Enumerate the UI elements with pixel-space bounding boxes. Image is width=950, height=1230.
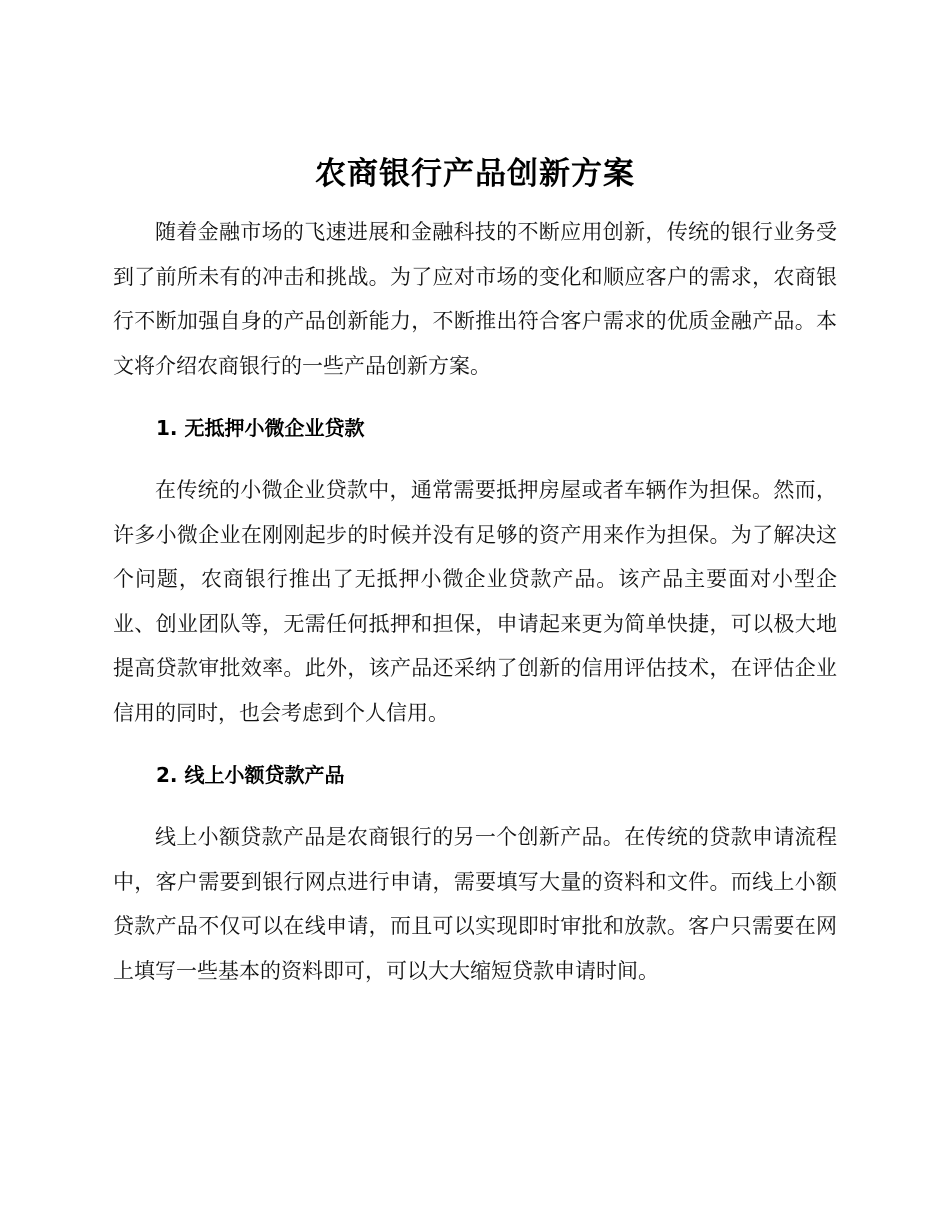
section-2-heading: 2. 线上小额贷款产品 xyxy=(156,763,345,787)
section-1-body: 在传统的小微企业贷款中，通常需要抵押房屋或者车辆作为担保。然而，许多小微企业在刚刚起步的时候并没有足够的资产用来作为担保。为了解决这个问题，农商银行推出了无抵押小微企业贷款产品。该产品主要面对小型企业、创业团队等，无需任何抵押和担保，申请起来更为简单快捷，可以极大地提高贷款审批效率。此外，该产品还采纳了创新的信用评估技术，在评估企业信用的同时，也会考虑到个人信用。 xyxy=(113,478,837,725)
section-1-heading: 1. 无抵押小微企业贷款 xyxy=(156,416,365,440)
section-2-body: 线上小额贷款产品是农商银行的另一个创新产品。在传统的贷款申请流程中，客户需要到银行网点进行申请，需要填写大量的资料和文件。而线上小额贷款产品不仅可以在线申请，而且可以实现即时审批和放款。客户只需要在网上填写一些基本的资料即可，可以大大缩短贷款申请时间。 xyxy=(113,825,837,983)
intro-paragraph: 随着金融市场的飞速进展和金融科技的不断应用创新，传统的银行业务受到了前所未有的冲击和挑战。为了应对市场的变化和顺应客户的需求，农商银行不断加强自身的产品创新能力，不断推出符合客户需求的优质金融产品。本文将介绍农商银行的一些产品创新方案。 xyxy=(113,220,837,378)
document-title: 农商银行产品创新方案 xyxy=(315,156,635,192)
